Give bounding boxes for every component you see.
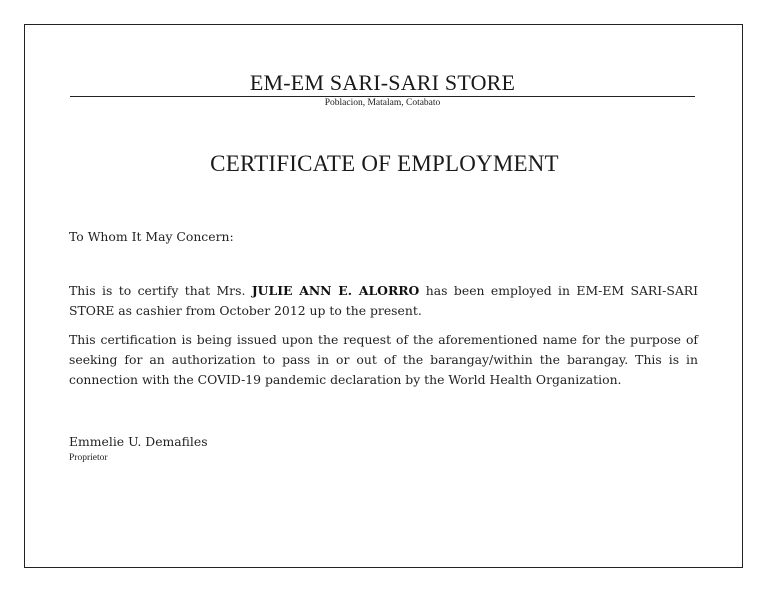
- certification-paragraph: [69, 281, 698, 321]
- signatory-name: Emmelie U. Demafiles: [69, 434, 208, 449]
- store-name: EM-EM SARI-SARI STORE: [70, 71, 695, 97]
- signatory-role: Proprietor: [69, 453, 108, 463]
- certificate-page: [24, 24, 743, 568]
- certificate-title: CERTIFICATE OF EMPLOYMENT: [210, 151, 559, 176]
- salutation: To Whom It May Concern:: [69, 229, 234, 244]
- employee-name: JULIE ANN E. ALORRO: [251, 283, 420, 298]
- store-address: Poblacion, Matalam, Cotabato: [324, 98, 441, 108]
- letterhead: [70, 71, 695, 108]
- purpose-paragraph: This certification is being issued upon the request of the aforementioned name for the purpose of seeking for an authorization to pass in or out of the barangay/within the barangay. This is in connection with the COVID-19 pandemic declaration by the World Health Organization.: [69, 332, 698, 387]
- para1-lead: This is to certify that Mrs.: [69, 283, 252, 298]
- para1-rest: has been employed in EM-EM SARI-SARI STORE as cashier from October 2012 up to the present.: [69, 283, 698, 318]
